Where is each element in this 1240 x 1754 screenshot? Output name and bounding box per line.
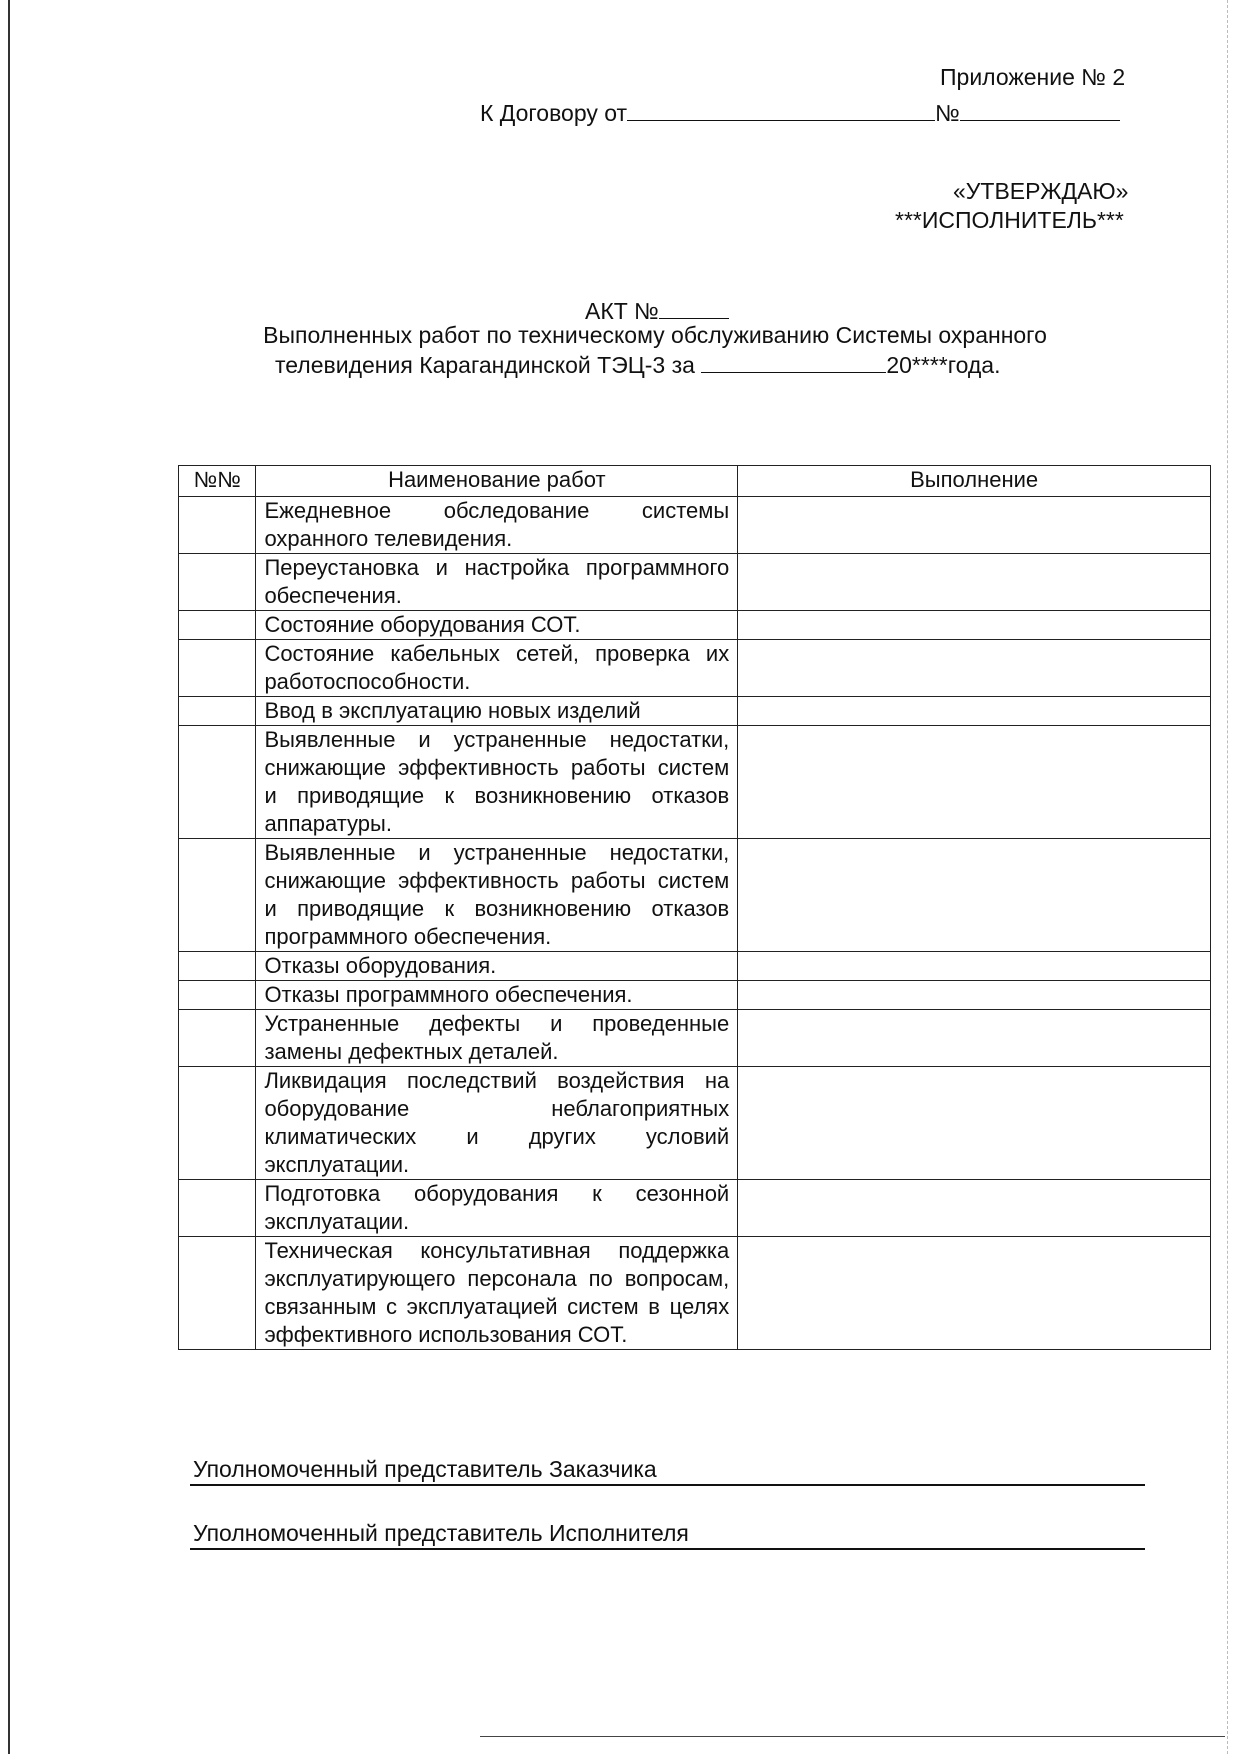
row-exec-cell[interactable] <box>738 640 1211 697</box>
scan-left-edge <box>8 0 10 1754</box>
row-number-cell <box>179 952 256 981</box>
contract-prefix: К Договору от <box>480 100 628 126</box>
row-number-cell <box>179 640 256 697</box>
table-row <box>179 952 1211 981</box>
row-name-cell: Ввод в эксплуатацию новых изделий <box>256 697 738 726</box>
row-name-cell: Переустановка и настройка программного обеспечения. <box>256 554 738 611</box>
row-number-cell <box>179 726 256 839</box>
row-number-cell <box>179 981 256 1010</box>
col-exec-header: Выполнение <box>738 466 1211 497</box>
table-row <box>179 726 1211 839</box>
act-subtitle-line2 <box>275 350 1001 380</box>
table-row <box>179 554 1211 611</box>
table-row <box>179 1237 1211 1350</box>
row-name-cell: Выявленные и устраненные недостатки, снижающие эффективность работы систем и приводящие к возникновению отказов аппаратуры. <box>256 726 738 839</box>
row-number-cell <box>179 697 256 726</box>
executor-signature-label: Уполномоченный представитель Исполнителя <box>193 1520 689 1546</box>
row-number-cell <box>179 1067 256 1180</box>
table-row <box>179 640 1211 697</box>
row-exec-cell[interactable] <box>738 697 1211 726</box>
contract-number-label: № <box>935 100 960 126</box>
row-exec-cell[interactable] <box>738 1067 1211 1180</box>
act-number-blank <box>659 296 729 319</box>
works-table <box>178 465 1211 1350</box>
contract-number-blank <box>960 98 1120 121</box>
row-name-cell: Ежедневное обследование системы охранного телевидения. <box>256 497 738 554</box>
row-name-cell: Состояние оборудования СОТ. <box>256 611 738 640</box>
row-number-cell <box>179 611 256 640</box>
row-exec-cell[interactable] <box>738 554 1211 611</box>
approve-label: «УТВЕРЖДАЮ» <box>953 178 1129 204</box>
row-exec-cell[interactable] <box>738 497 1211 554</box>
contract-date-blank <box>627 98 935 121</box>
row-number-cell <box>179 497 256 554</box>
appendix-label: Приложение № 2 <box>940 64 1126 90</box>
customer-signature-line[interactable] <box>190 1484 1145 1486</box>
row-name-cell: Отказы программного обеспечения. <box>256 981 738 1010</box>
row-number-cell <box>179 1180 256 1237</box>
row-number-cell <box>179 839 256 952</box>
row-number-cell <box>179 554 256 611</box>
row-name-cell: Состояние кабельных сетей, проверка их работоспособности. <box>256 640 738 697</box>
act-label: АКТ № <box>585 298 659 324</box>
customer-signature-label: Уполномоченный представитель Заказчика <box>193 1456 657 1482</box>
table-row <box>179 611 1211 640</box>
scan-right-edge <box>1227 0 1228 1754</box>
row-name-cell: Отказы оборудования. <box>256 952 738 981</box>
table-row <box>179 839 1211 952</box>
table-row <box>179 497 1211 554</box>
row-exec-cell[interactable] <box>738 952 1211 981</box>
executor-signature-line[interactable] <box>190 1548 1145 1550</box>
row-exec-cell[interactable] <box>738 981 1211 1010</box>
table-row <box>179 1180 1211 1237</box>
row-name-cell: Ликвидация последствий воздействия на оборудование неблагоприятных климатических и других условий эксплуатации. <box>256 1067 738 1180</box>
period-year: 20****года. <box>886 352 1001 378</box>
col-number-header: №№ <box>179 466 256 497</box>
row-name-cell: Техническая консультативная поддержка эксплуатирующего персонала по вопросам, связанным с эксплуатацией систем в целях эффективного использования СОТ. <box>256 1237 738 1350</box>
act-subtitle-line1: Выполненных работ по техническому обслуживанию Системы охранного <box>263 322 1047 348</box>
row-name-cell: Подготовка оборудования к сезонной эксплуатации. <box>256 1180 738 1237</box>
bottom-rule <box>480 1736 1225 1737</box>
table-row <box>179 697 1211 726</box>
row-number-cell <box>179 1010 256 1067</box>
row-exec-cell[interactable] <box>738 611 1211 640</box>
executor-label: ***ИСПОЛНИТЕЛЬ*** <box>895 207 1124 233</box>
col-name-header: Наименование работ <box>256 466 738 497</box>
row-exec-cell[interactable] <box>738 1180 1211 1237</box>
table-row <box>179 981 1211 1010</box>
row-exec-cell[interactable] <box>738 1010 1211 1067</box>
row-name-cell: Выявленные и устраненные недостатки, снижающие эффективность работы систем и приводящие к возникновению отказов программного обеспечения. <box>256 839 738 952</box>
period-blank <box>701 350 886 373</box>
table-row <box>179 1010 1211 1067</box>
row-number-cell <box>179 1237 256 1350</box>
row-exec-cell[interactable] <box>738 839 1211 952</box>
period-prefix: телевидения Карагандинской ТЭЦ-3 за <box>275 352 695 378</box>
row-exec-cell[interactable] <box>738 1237 1211 1350</box>
row-exec-cell[interactable] <box>738 726 1211 839</box>
table-header-row <box>179 466 1211 497</box>
contract-line <box>480 98 1120 127</box>
row-name-cell: Устраненные дефекты и проведенные замены дефектных деталей. <box>256 1010 738 1067</box>
table-row <box>179 1067 1211 1180</box>
